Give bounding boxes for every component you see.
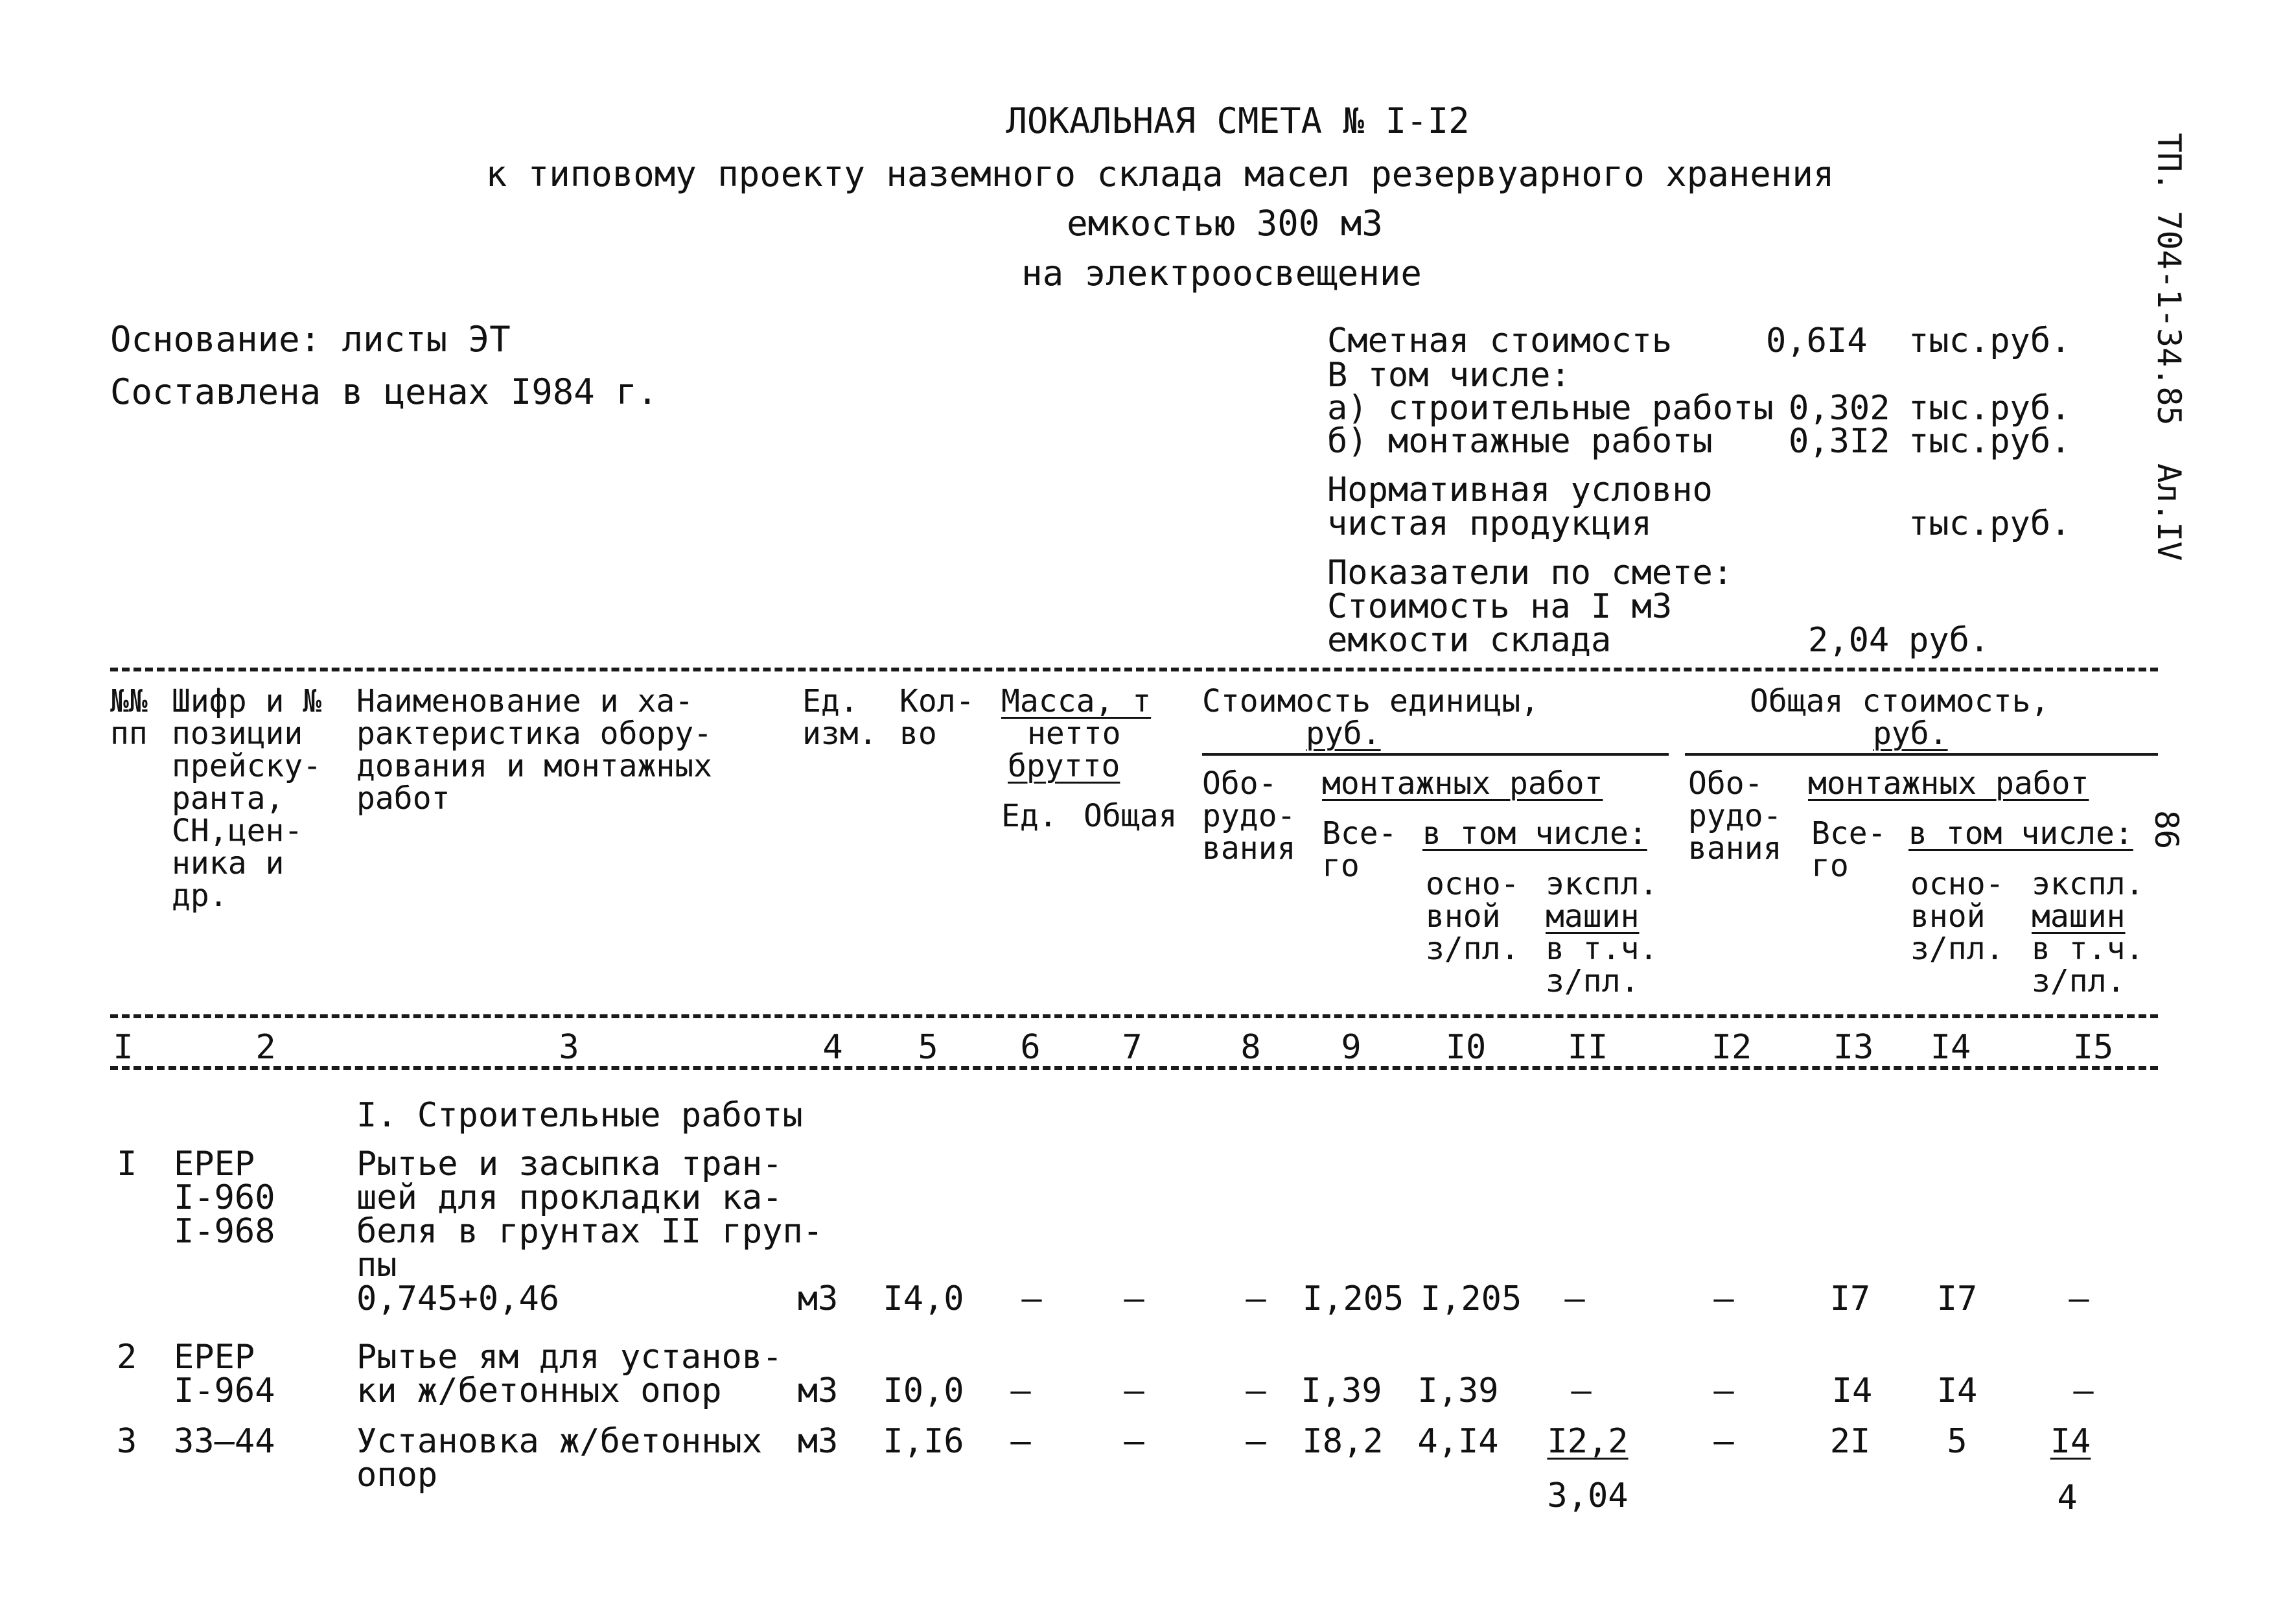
unit-equip-line3: вания	[1202, 830, 1296, 867]
side-project-code: ТП. 704-1-34.85	[2150, 133, 2188, 426]
mass-total: Общая	[1084, 798, 1177, 834]
section-title: I. Строительные работы	[356, 1096, 803, 1135]
unit-equip-line2: рудо-	[1202, 798, 1296, 834]
estimated-cost-label: Сметная стоимость	[1327, 321, 1673, 360]
mass-net: нетто	[1027, 716, 1121, 752]
including-label: В том числе:	[1327, 356, 1571, 395]
row-unit-base: I,205	[1420, 1279, 1522, 1318]
row-name-line2: ки ж/бетонных опор	[356, 1371, 722, 1410]
col-number: I5	[2072, 1028, 2114, 1067]
col1-header-line2: пп	[110, 716, 148, 752]
unit-base-line2: вной	[1426, 898, 1501, 935]
row-mass-total: –	[1124, 1371, 1144, 1410]
unit-mach-line2: машин	[1546, 898, 1640, 935]
col-number: 5	[918, 1028, 938, 1067]
row-code-line1: 33–44	[174, 1422, 275, 1461]
col1-header-line1: №№	[110, 683, 148, 719]
row-unit-equip: –	[1246, 1422, 1266, 1461]
row-name-line5: 0,745+0,46	[356, 1279, 560, 1318]
subtitle-capacity: емкостью 300 м3	[1067, 203, 1383, 244]
row-total-all: 2I	[1829, 1422, 1871, 1461]
row-qty: I0,0	[883, 1371, 964, 1410]
row-total-base: 5	[1947, 1422, 1967, 1461]
total-mach-line3: в т.ч.	[2032, 931, 2144, 967]
row-name-line3: беля в грунтах II груп-	[356, 1212, 824, 1251]
row-unit-mach: I2,2	[1547, 1422, 1629, 1461]
construction-work-value: 0,302	[1789, 389, 1890, 428]
mass-header: Масса, т	[1001, 683, 1152, 719]
col-number: 8	[1240, 1028, 1261, 1067]
row-unit-all: I,39	[1301, 1371, 1382, 1410]
row-total-mach: –	[2073, 1371, 2094, 1410]
row-unit-equip: –	[1246, 1279, 1266, 1318]
cost-per-m3-unit: руб.	[1908, 621, 1990, 660]
total-mach-line1: экспл.	[2032, 866, 2144, 902]
row-qty: I,I6	[883, 1422, 964, 1461]
row-unit-base: I,39	[1417, 1371, 1499, 1410]
col2-header-line6: ника и	[172, 845, 284, 881]
indicators-label: Показатели по смете:	[1327, 553, 1734, 592]
unit-all-line2: го	[1322, 848, 1360, 884]
row-unit: м3	[797, 1371, 839, 1410]
row-unit: м3	[797, 1279, 839, 1318]
col2-header-line2: позиции	[172, 716, 303, 752]
installation-work-label: б) монтажные работы	[1327, 422, 1713, 461]
unit-base-line1: осно-	[1426, 866, 1520, 902]
unit-all-line1: Все-	[1322, 815, 1397, 852]
total-incl-header: в том числе:	[1908, 815, 2133, 852]
row-unit-all: I8,2	[1302, 1422, 1384, 1461]
row-code-line2: I-964	[174, 1371, 275, 1410]
total-all-line1: Все-	[1811, 815, 1886, 852]
table-top-rule	[110, 668, 2158, 671]
row-number: 3	[117, 1422, 137, 1461]
total-mont-header: монтажных работ	[1808, 765, 2089, 802]
row-total-equip: –	[1713, 1371, 1734, 1410]
col-number: 9	[1341, 1028, 1362, 1067]
unit-cost-rule	[1202, 753, 1669, 756]
col-number: 6	[1020, 1028, 1041, 1067]
col3-header-line3: дования и монтажных	[356, 748, 713, 784]
col2-header-line5: СН,цен-	[172, 813, 303, 849]
row-number: 2	[117, 1338, 137, 1377]
construction-work-label: а) строительные работы	[1327, 389, 1774, 428]
row-code-line1: ЕРЕР	[174, 1338, 255, 1377]
row-name-line1: Рытье ям для установ-	[356, 1338, 783, 1377]
col-number: I3	[1833, 1028, 1874, 1067]
total-base-line3: з/пл.	[1910, 931, 2004, 967]
prices-year-line: Составлена в ценах I984 г.	[110, 371, 658, 412]
row-unit-mach-wage: 3,04	[1547, 1476, 1629, 1515]
total-base-line1: осно-	[1910, 866, 2004, 902]
unit-equip-line1: Обо-	[1202, 765, 1277, 802]
row-mass-unit: –	[1010, 1371, 1031, 1410]
storage-capacity-label: емкости склада	[1327, 621, 1612, 660]
row-total-equip: –	[1713, 1422, 1734, 1461]
col2-header-line4: ранта,	[172, 780, 284, 817]
total-equip-line1: Обо-	[1688, 765, 1763, 802]
row-total-mach: I4	[2050, 1422, 2091, 1461]
normative-label-1: Нормативная условно	[1327, 471, 1713, 509]
col-number: 3	[559, 1028, 579, 1067]
row-name-line4: пы	[356, 1246, 397, 1285]
col4-header-line1: Ед.	[802, 683, 859, 719]
normative-label-2: чистая продукция	[1327, 504, 1652, 543]
row-unit-mach: –	[1571, 1371, 1592, 1410]
total-mach-line2: машин	[2032, 898, 2126, 935]
subtitle-purpose: на электроосвещение	[1021, 253, 1422, 294]
normative-unit: тыс.руб.	[1908, 504, 2071, 543]
basis-line: Основание: листы ЭТ	[110, 319, 511, 360]
row-name-line1: Рытье и засыпка тран-	[356, 1145, 783, 1183]
row-total-mach: –	[2069, 1279, 2089, 1318]
total-mach-line4: з/пл.	[2032, 963, 2126, 999]
row-mass-total: –	[1124, 1422, 1144, 1461]
row-code-line3: I-968	[174, 1212, 275, 1251]
row-name-line2: шей для прокладки ка-	[356, 1178, 783, 1217]
col2-header-line7: др.	[172, 878, 228, 914]
unit-mach-line3: в т.ч.	[1546, 931, 1658, 967]
unit-mont-header: монтажных работ	[1322, 765, 1603, 802]
row-number: I	[117, 1145, 137, 1183]
unit-base-line3: з/пл.	[1426, 931, 1520, 967]
col-number: I0	[1445, 1028, 1487, 1067]
row-qty: I4,0	[883, 1279, 964, 1318]
unit-cost-rub: руб.	[1306, 716, 1381, 752]
col-number: I	[113, 1028, 133, 1067]
row-total-base: I7	[1936, 1279, 1978, 1318]
mass-gross: брутто	[1008, 748, 1120, 784]
cost-per-m3-value: 2,04	[1808, 621, 1890, 660]
estimated-cost-value: 0,6I4	[1766, 321, 1868, 360]
col3-header-line2: рактеристика обору-	[356, 716, 713, 752]
total-equip-line2: рудо-	[1688, 798, 1782, 834]
subtitle-project: к типовому проекту наземного склада масел резервуарного хранения	[485, 154, 1835, 194]
col2-header-line1: Шифр и №	[172, 683, 322, 719]
total-all-line2: го	[1811, 848, 1849, 884]
estimated-cost-unit: тыс.руб.	[1908, 321, 2071, 360]
total-cost-rule	[1685, 753, 2158, 756]
header-bottom-rule	[110, 1014, 2158, 1018]
row-unit: м3	[797, 1422, 839, 1461]
row-total-equip: –	[1713, 1279, 1734, 1318]
col-number: I2	[1711, 1028, 1752, 1067]
unit-mach-line1: экспл.	[1546, 866, 1658, 902]
row-unit-mach: –	[1564, 1279, 1585, 1318]
row-name-line1: Установка ж/бетонных	[356, 1422, 763, 1461]
total-equip-line3: вания	[1688, 830, 1782, 867]
col5-header-line2: во	[899, 716, 937, 752]
document-title: ЛОКАЛЬНАЯ СМЕТА № I-I2	[1006, 100, 1470, 141]
row-mass-total: –	[1124, 1279, 1144, 1318]
side-sheet-number: Ал.IV	[2150, 463, 2188, 561]
col4-header-line2: изм.	[802, 716, 877, 752]
row-name-line2: опор	[356, 1456, 438, 1495]
construction-work-unit: тыс.руб.	[1908, 389, 2071, 428]
row-total-all: I7	[1829, 1279, 1871, 1318]
row-mass-unit: –	[1021, 1279, 1042, 1318]
col-number: II	[1567, 1028, 1608, 1067]
row-total-base: I4	[1936, 1371, 1978, 1410]
cost-per-m3-label: Стоимость на I м3	[1327, 587, 1673, 626]
row-code-line2: I-960	[174, 1178, 275, 1217]
row-unit-all: I,205	[1302, 1279, 1404, 1318]
col-number: 4	[822, 1028, 843, 1067]
col-number: 7	[1122, 1028, 1142, 1067]
total-cost-rub: руб.	[1873, 716, 1948, 752]
unit-mach-line4: з/пл.	[1546, 963, 1640, 999]
row-unit-base: 4,I4	[1417, 1422, 1499, 1461]
row-total-mach-wage: 4	[2057, 1478, 2078, 1517]
row-total-all: I4	[1831, 1371, 1873, 1410]
col3-header-line1: Наименование и ха-	[356, 683, 694, 719]
total-base-line2: вной	[1910, 898, 1986, 935]
unit-cost-header: Стоимость единицы,	[1202, 683, 1540, 719]
row-unit-equip: –	[1246, 1371, 1266, 1410]
installation-work-unit: тыс.руб.	[1908, 422, 2071, 461]
col5-header-line1: Кол-	[899, 683, 975, 719]
total-cost-header: Общая стоимость,	[1750, 683, 2050, 719]
col-number: I4	[1930, 1028, 1971, 1067]
row-code-line1: ЕРЕР	[174, 1145, 255, 1183]
mass-unit: Ед.	[1001, 798, 1058, 834]
installation-work-value: 0,3I2	[1789, 422, 1890, 461]
page-mark: 86	[2148, 810, 2185, 850]
row-mass-unit: –	[1010, 1422, 1031, 1461]
col2-header-line3: прейску-	[172, 748, 322, 784]
col-number: 2	[255, 1028, 276, 1067]
unit-incl-header: в том числе:	[1422, 815, 1647, 852]
col3-header-line4: работ	[356, 780, 450, 817]
